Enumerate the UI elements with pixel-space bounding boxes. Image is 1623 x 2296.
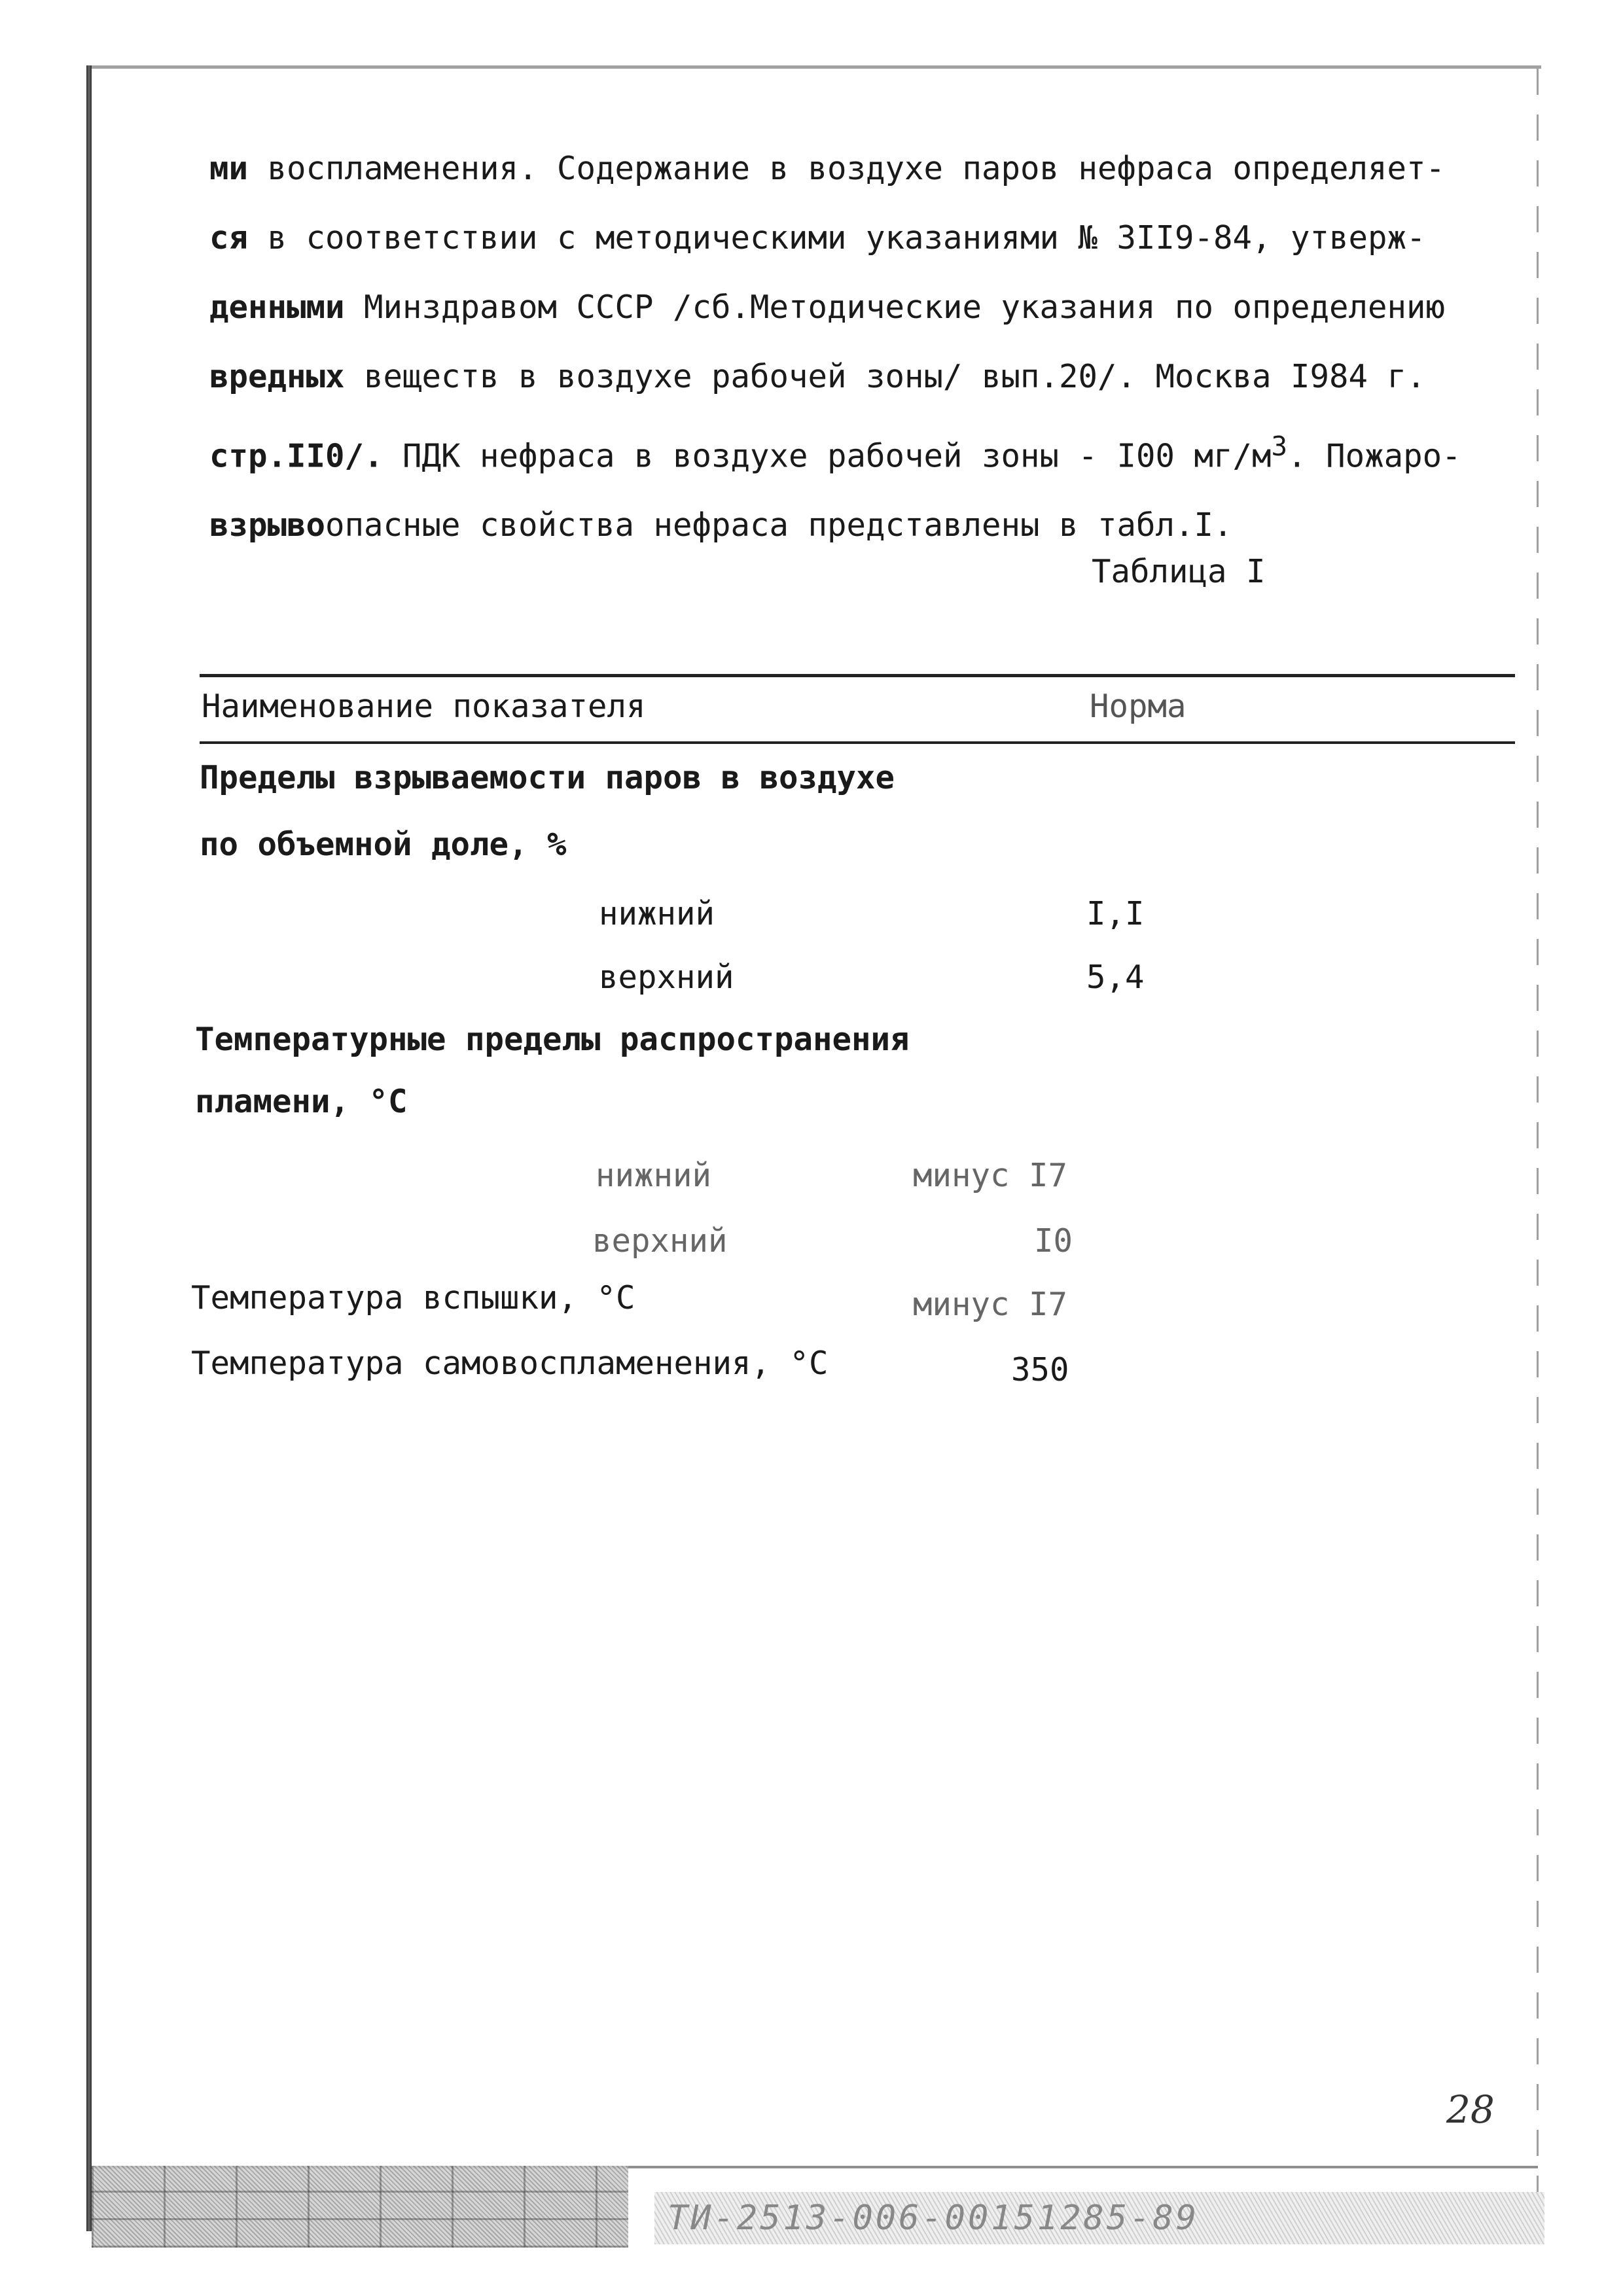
paragraph-line-1-start: ми xyxy=(209,150,249,187)
flame-lower-value: минус I7 xyxy=(913,1157,1068,1194)
flame-limits-title-2: пламени, °С xyxy=(195,1083,408,1120)
explosion-lower-value: I,I xyxy=(1086,895,1145,932)
paragraph-line-5 xyxy=(209,412,1525,491)
flame-upper-label: верхний xyxy=(592,1222,728,1260)
stamp-document-code: ТИ-2513-006-00151285-89 xyxy=(654,2192,1544,2244)
table-caption: Таблица I xyxy=(1092,553,1266,590)
table-header-norm: Норма xyxy=(1090,688,1186,725)
stamp-grid xyxy=(92,2166,628,2248)
paragraph-line-3-rest: Минздравом СССР /сб.Методические указания по определению xyxy=(344,289,1446,326)
paragraph-line-4-start: вредных xyxy=(209,358,345,395)
paragraph-line-6-rest: опасные свойства нефраса представлены в табл.I. xyxy=(325,506,1233,544)
table-header-name: Наименование показателя xyxy=(202,688,646,725)
paragraph-line-6 xyxy=(209,491,1525,560)
paragraph-line-2-rest: в соответствии с методическими указаниями № 3II9-84, утверж- xyxy=(248,219,1426,256)
frame-top-border xyxy=(88,65,1541,69)
frame-right-border xyxy=(1537,69,1539,2228)
paragraph-line-6-start: взрыво xyxy=(209,506,326,544)
autoignition-label: Температура самовоспламенения, °С xyxy=(191,1345,829,1382)
paragraph-line-3-start: денными xyxy=(209,289,345,326)
flame-upper-value: I0 xyxy=(1034,1222,1073,1260)
explosion-limits-title-2: по объемной доле, % xyxy=(200,826,567,863)
title-block-stamp xyxy=(92,2130,1538,2248)
paragraph-line-4 xyxy=(209,342,1525,412)
page-number: 28 xyxy=(1446,2087,1495,2132)
paragraph-line-2-start: ся xyxy=(209,219,249,256)
paragraph-line-1-rest: воспламенения. Содержание в воздухе паров нефраса определяет- xyxy=(248,150,1446,187)
paragraph-line-2 xyxy=(209,203,1525,273)
paragraph-line-5-start: стр.II0/. xyxy=(209,437,383,475)
autoignition-value: 350 xyxy=(1011,1351,1069,1388)
flash-point-label: Температура вспышки, °С xyxy=(191,1279,635,1316)
explosion-upper-value: 5,4 xyxy=(1086,959,1145,996)
table-header-rule xyxy=(200,741,1515,744)
frame-left-border xyxy=(86,65,92,2231)
paragraph-line-1 xyxy=(209,134,1525,203)
explosion-upper-label: верхний xyxy=(599,959,734,996)
explosion-limits-title-1: Пределы взрываемости паров в воздухе xyxy=(200,759,895,796)
flash-point-value: минус I7 xyxy=(913,1286,1068,1323)
body-paragraph xyxy=(209,134,1525,560)
paragraph-line-3 xyxy=(209,273,1525,342)
paragraph-line-5-end: . Пожаро- xyxy=(1287,437,1461,475)
paragraph-line-5-rest: ПДК нефраса в воздухе рабочей зоны - I00 мг/м xyxy=(383,437,1272,475)
flame-limits-title-1: Температурные пределы распространения xyxy=(195,1021,910,1058)
flame-lower-label: нижний xyxy=(596,1157,712,1194)
paragraph-line-4-rest: веществ в воздухе рабочей зоны/ вып.20/. Москва I984 г. xyxy=(344,358,1426,395)
explosion-lower-label: нижний xyxy=(599,895,715,932)
unit-superscript: 3 xyxy=(1271,431,1288,462)
